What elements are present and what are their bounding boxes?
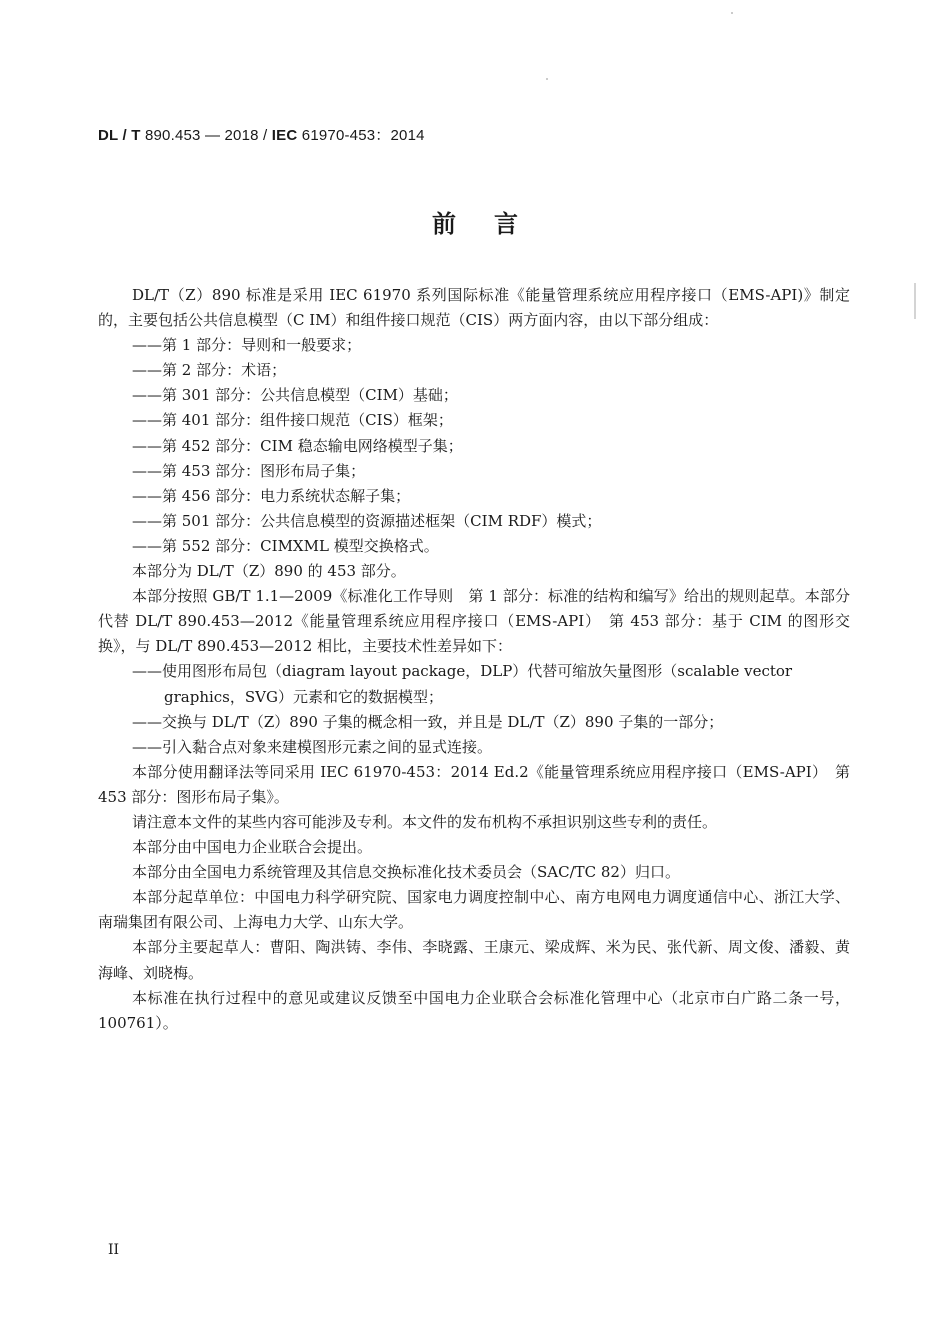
paragraph: 本部分为 DL/T（Z）890 的 453 部分。 bbox=[132, 562, 406, 581]
paragraph: 本部分使用翻译法等同采用 IEC 61970-453：2014 Ed.2《能量管理系统应用程序接口（EMS-API） 第 453 部分：图形布局子集》。 bbox=[98, 762, 850, 806]
list-item: ——交换与 DL/T（Z）890 子集的概念相一致，并且是 DL/T（Z）890 子集的一部分； bbox=[132, 712, 724, 731]
list-item: ——第 301 部分：公共信息模型（CIM）基础； bbox=[132, 386, 458, 405]
paragraph: 本标准在执行过程中的意见或建议反馈至中国电力企业联合会标准化管理中心（北京市白广路二条一号，100761）。 bbox=[98, 988, 850, 1032]
list-item: ——使用图形布局包（diagram layout package，DLP）代替可缩放矢量图形（scalable vector graphics，SVG）元素和它的数据模型； bbox=[132, 662, 793, 706]
header-code-part-3: IEC bbox=[271, 127, 298, 144]
paragraph: 本部分按照 GB/T 1.1—2009《标准化工作导则 第 1 部分：标准的结构和编写》给出的规则起草。本部分代替 DL/T 890.453—2012《能量管理系统应用程序接口（EMS-API） 第 453 部分：基于 CIM 的图形交换》，与 DL/T 890.453—2012 相比，主要技术性差异如下： bbox=[98, 587, 850, 656]
paragraph: 本部分主要起草人：曹阳、陶洪铸、李伟、李晓露、王康元、梁成辉、米为民、张代新、周文俊、潘毅、黄海峰、刘晓梅。 bbox=[98, 938, 850, 982]
header-code-part-4: 61970-453：2014 bbox=[297, 127, 425, 144]
paragraph: 请注意本文件的某些内容可能涉及专利。本文件的发布机构不承担识别这些专利的责任。 bbox=[132, 812, 718, 831]
list-item: ——第 452 部分：CIM 稳态输电网络模型子集； bbox=[132, 436, 463, 455]
list-item: ——第 501 部分：公共信息模型的资源描述框架（CIM RDF）模式； bbox=[132, 511, 602, 530]
paragraph: DL/T（Z）890 标准是采用 IEC 61970 系列国际标准《能量管理系统应用程序接口（EMS-API)》制定的，主要包括公共信息模型（C IM）和组件接口规范（CIS）两方面内容，由以下部分组成： bbox=[98, 286, 850, 330]
scan-mark bbox=[914, 283, 916, 319]
list-item: ——第 453 部分：图形布局子集； bbox=[132, 461, 366, 480]
preface-body bbox=[98, 283, 850, 1036]
paragraph: 本部分由中国电力企业联合会提出。 bbox=[132, 838, 373, 857]
paragraph: 本部分起草单位：中国电力科学研究院、国家电力调度控制中心、南方电网电力调度通信中心、浙江大学、南瑞集团有限公司、上海电力大学、山东大学。 bbox=[98, 888, 850, 932]
scan-dot bbox=[731, 12, 733, 14]
list-item: ——引入黏合点对象来建模图形元素之间的显式连接。 bbox=[132, 737, 493, 756]
page-number: II bbox=[108, 1242, 120, 1258]
header-code-part-2: 890.453 — 2018 / bbox=[140, 127, 272, 144]
scan-dot bbox=[546, 78, 548, 80]
header-code-part-1: DL / T bbox=[98, 127, 141, 144]
list-item: ——第 456 部分：电力系统状态解子集； bbox=[132, 486, 411, 505]
document-code-header bbox=[98, 124, 425, 145]
list-item: ——第 401 部分：组件接口规范（CIS）框架； bbox=[132, 411, 453, 430]
page-title: 前言 bbox=[432, 210, 556, 238]
list-item: ——第 2 部分：术语； bbox=[132, 361, 287, 380]
list-item: ——第 1 部分：导则和一般要求； bbox=[132, 336, 362, 355]
paragraph: 本部分由全国电力系统管理及其信息交换标准化技术委员会（SAC/TC 82）归口。 bbox=[132, 863, 680, 882]
list-item: ——第 552 部分：CIMXML 模型交换格式。 bbox=[132, 536, 439, 555]
